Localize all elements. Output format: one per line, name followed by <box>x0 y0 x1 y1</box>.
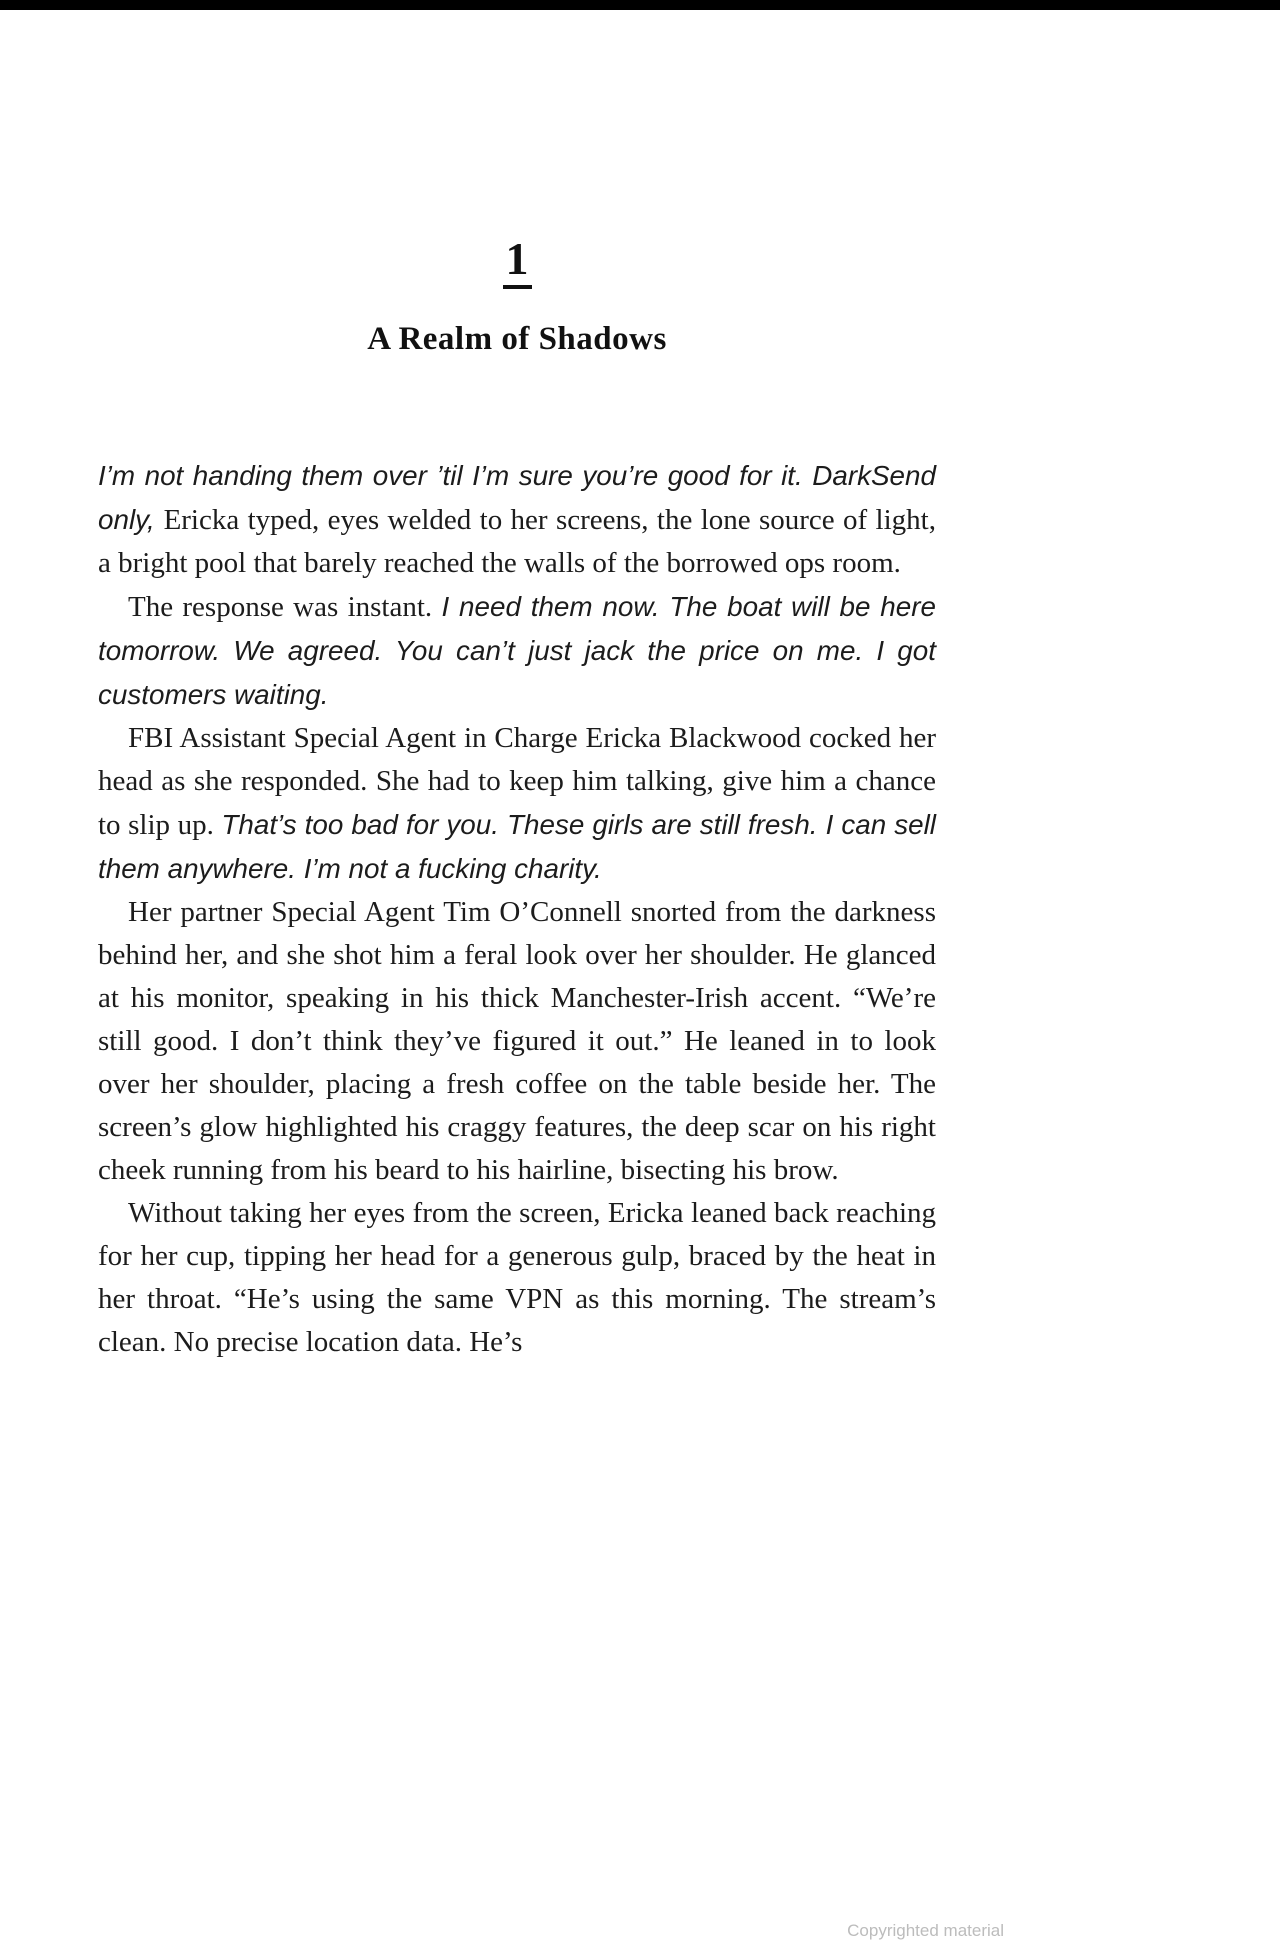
chapter-title: A Realm of Shadows <box>367 320 667 357</box>
paragraph <box>98 717 936 891</box>
narration-text-run: Her partner Special Agent Tim O’Connell snorted from the darkness behind her, and she shot him a feral look over her shoulder. He glanced at his monitor, speaking in his thick Manchester-Irish accent. “We’re still good. I don’t think they’ve figured it out.” He leaned in to look over her shoulder, placing a fresh coffee on the table beside her. The screen’s glow highlighted his craggy features, the deep scar on his right cheek running from his beard to his hairline, bisecting his brow. <box>98 895 936 1186</box>
page-content <box>98 10 936 1364</box>
paragraph <box>98 1192 936 1364</box>
copyright-watermark: Copyrighted material <box>847 1921 1004 1940</box>
paragraph <box>98 454 936 585</box>
chapter-number <box>98 232 936 289</box>
message-text-run: I’m not handing them over ’til I’m sure you’re good for it. DarkSend only, <box>98 459 936 535</box>
chapter-number-text: 1 <box>503 234 532 289</box>
message-text-run: I need them now. The boat will be here tomorrow. We agreed. You can’t just jack the price on me. I got customers waiting. <box>98 590 936 710</box>
narration-text-run: Without taking her eyes from the screen, Ericka leaned back reaching for her cup, tipping her head for a generous gulp, braced by the heat in her throat. “He’s using the same VPN as this morning. The stream’s clean. No precise location data. He’s <box>98 1196 936 1358</box>
body-paragraphs <box>98 454 936 1364</box>
paragraph <box>98 585 936 717</box>
message-text-run: That’s too bad for you. These girls are still fresh. I can sell them anywhere. I’m not a fucking charity. <box>98 808 936 884</box>
paragraph <box>98 891 936 1192</box>
narration-text-run: The response was instant. <box>128 590 442 623</box>
narration-text-run: Ericka typed, eyes welded to her screens, the lone source of light, a bright pool that barely reached the walls of the borrowed ops room. <box>98 503 936 579</box>
narration-text-run: FBI Assistant Special Agent in Charge Ericka Blackwood cocked her head as she responded. She had to keep him talking, give him a chance to slip up. <box>98 721 936 841</box>
top-border <box>0 0 1280 10</box>
